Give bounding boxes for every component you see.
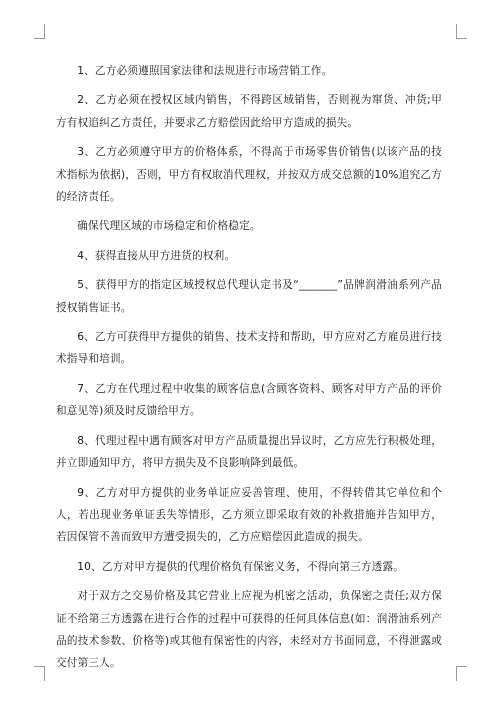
- clause-9: 9、乙方对甲方提供的业务单证应妥善管理、使用，不得转借其它单位和个人，若出现业务单证丢失等情形，乙方须立即采取有效的补救措施并告知甲方，若因保管不善而致甲方遭受损失的，乙方应赔偿因此造成的损失。: [56, 486, 442, 544]
- document-body: [56, 60, 442, 682]
- market-stability-note: 确保代理区域的市场稳定和价格稳定。: [77, 220, 261, 233]
- clause-8: 8、代理过程中遇有顾客对甲方产品质量提出异议时，乙方应先行积极处理，并立即通知甲方，将甲方损失及不良影响降到最低。: [56, 434, 442, 470]
- clause-1: 1、乙方必须遵照国家法律和法规进行市场营销工作。: [77, 65, 333, 77]
- crop-mark-top-left: [34, 24, 45, 39]
- confidentiality-paragraph: 对于双方之交易价格及其它营业上应视为机密之活动，负保密之责任;双方保证不给第三方透露在进行合作的过程中可获得的任何具体信息(如：润滑油系列产品的技术参数、价格等)或其他有保密性的内容，未经对方书面同意，不得泄露或交付第三人。: [56, 590, 442, 670]
- clause-5: 5、获得甲方的指定区域授权总代理认定书及“_______”品牌润滑油系列产品授权销售证书。: [56, 279, 442, 314]
- clause-7: 7、乙方在代理过程中收集的顾客信息(含顾客资料、顾客对甲方产品的评价和意见等)须及时反馈给甲方。: [56, 382, 442, 418]
- crop-mark-top-right: [456, 24, 467, 39]
- clause-6: 6、乙方可获得甲方提供的销售、技术支持和帮助，甲方应对乙方雇员进行技术指导和培训。: [56, 331, 442, 366]
- clause-3: 3、乙方必须遵守甲方的价格体系，不得高于市场零售价销售(以该产品的技术指标为依据)，否则，甲方有权取消代理权，并按双方成交总额的10%追究乙方的经济责任。: [56, 146, 442, 204]
- crop-mark-bottom-right: [456, 666, 467, 681]
- clause-10: 10、乙方对甲方提供的代理价格负有保密义务，不得向第三方透露。: [77, 560, 405, 573]
- clause-2: 2、乙方必须在授权区域内销售，不得跨区域销售，否则视为窜货、冲货;甲方有权追纠乙方责任，并要求乙方赔偿因此给甲方造成的损失。: [56, 94, 442, 129]
- clause-4: 4、获得直接从甲方进货的权利。: [77, 249, 236, 262]
- crop-mark-bottom-left: [34, 666, 45, 681]
